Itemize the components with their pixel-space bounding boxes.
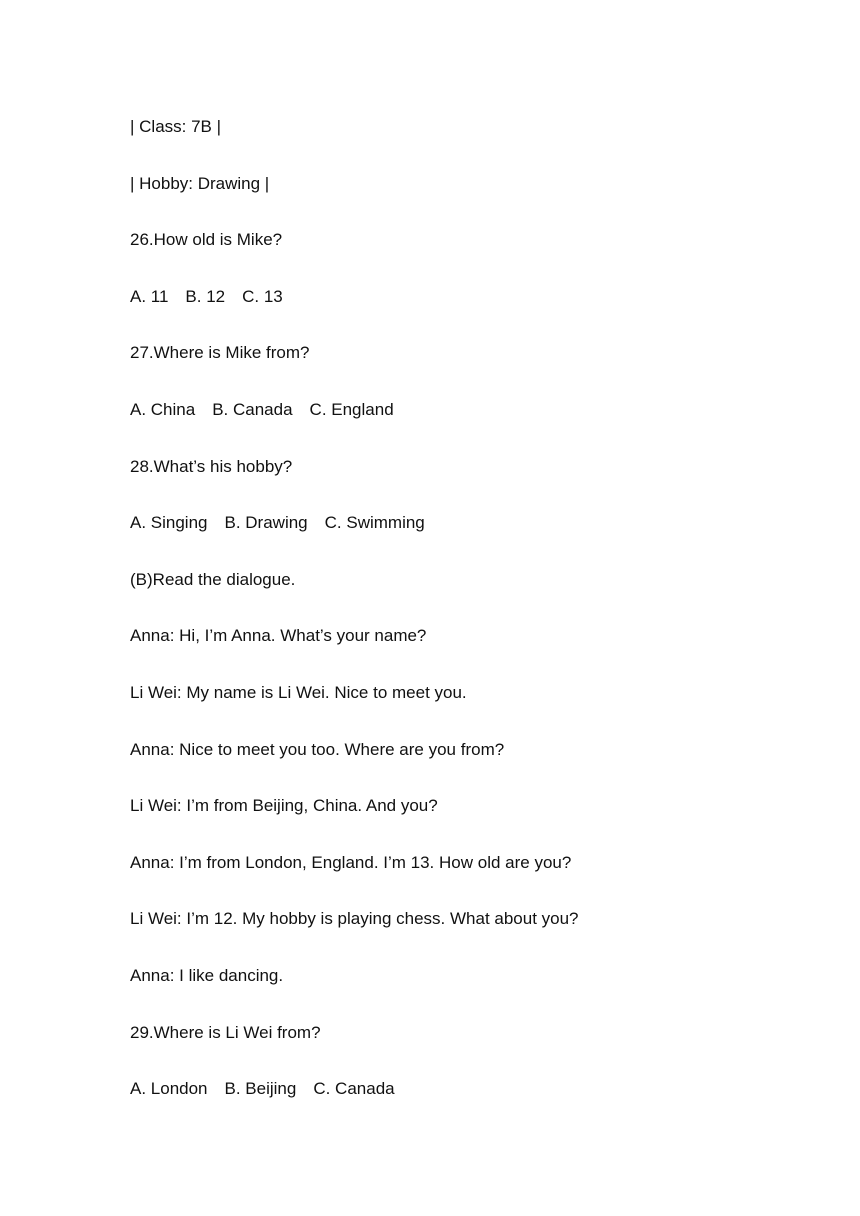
dialogue-line: Anna: Hi, I’m Anna. What’s your name? [130, 626, 427, 646]
dialogue-line: Anna: I’m from London, England. I’m 13. How old are you? [130, 852, 572, 872]
question-28: 28.What’s his hobby? [130, 456, 293, 476]
dialogue-line: Anna: I like dancing. [130, 965, 284, 985]
options-28: A. Singing B. Drawing C. Swimming [130, 513, 425, 533]
section-heading-b: (B)Read the dialogue. [130, 569, 296, 589]
options-26: A. 11 B. 12 C. 13 [130, 286, 283, 306]
question-26: 26.How old is Mike? [130, 230, 283, 250]
document-page [130, 116, 830, 1135]
table-row-class: | Class: 7B | [130, 117, 222, 136]
dialogue-line: Li Wei: I’m from Beijing, China. And you? [130, 796, 438, 816]
dialogue-line: Anna: Nice to meet you too. Where are you from? [130, 739, 505, 759]
dialogue-line: Li Wei: My name is Li Wei. Nice to meet you. [130, 682, 467, 702]
question-27: 27.Where is Mike from? [130, 343, 310, 363]
options-29: A. London B. Beijing C. Canada [130, 1079, 395, 1099]
options-27: A. China B. Canada C. England [130, 399, 394, 419]
dialogue-line: Li Wei: I’m 12. My hobby is playing chess. What about you? [130, 909, 579, 929]
table-row-hobby: | Hobby: Drawing | [130, 173, 270, 193]
question-29: 29.Where is Li Wei from? [130, 1022, 321, 1042]
